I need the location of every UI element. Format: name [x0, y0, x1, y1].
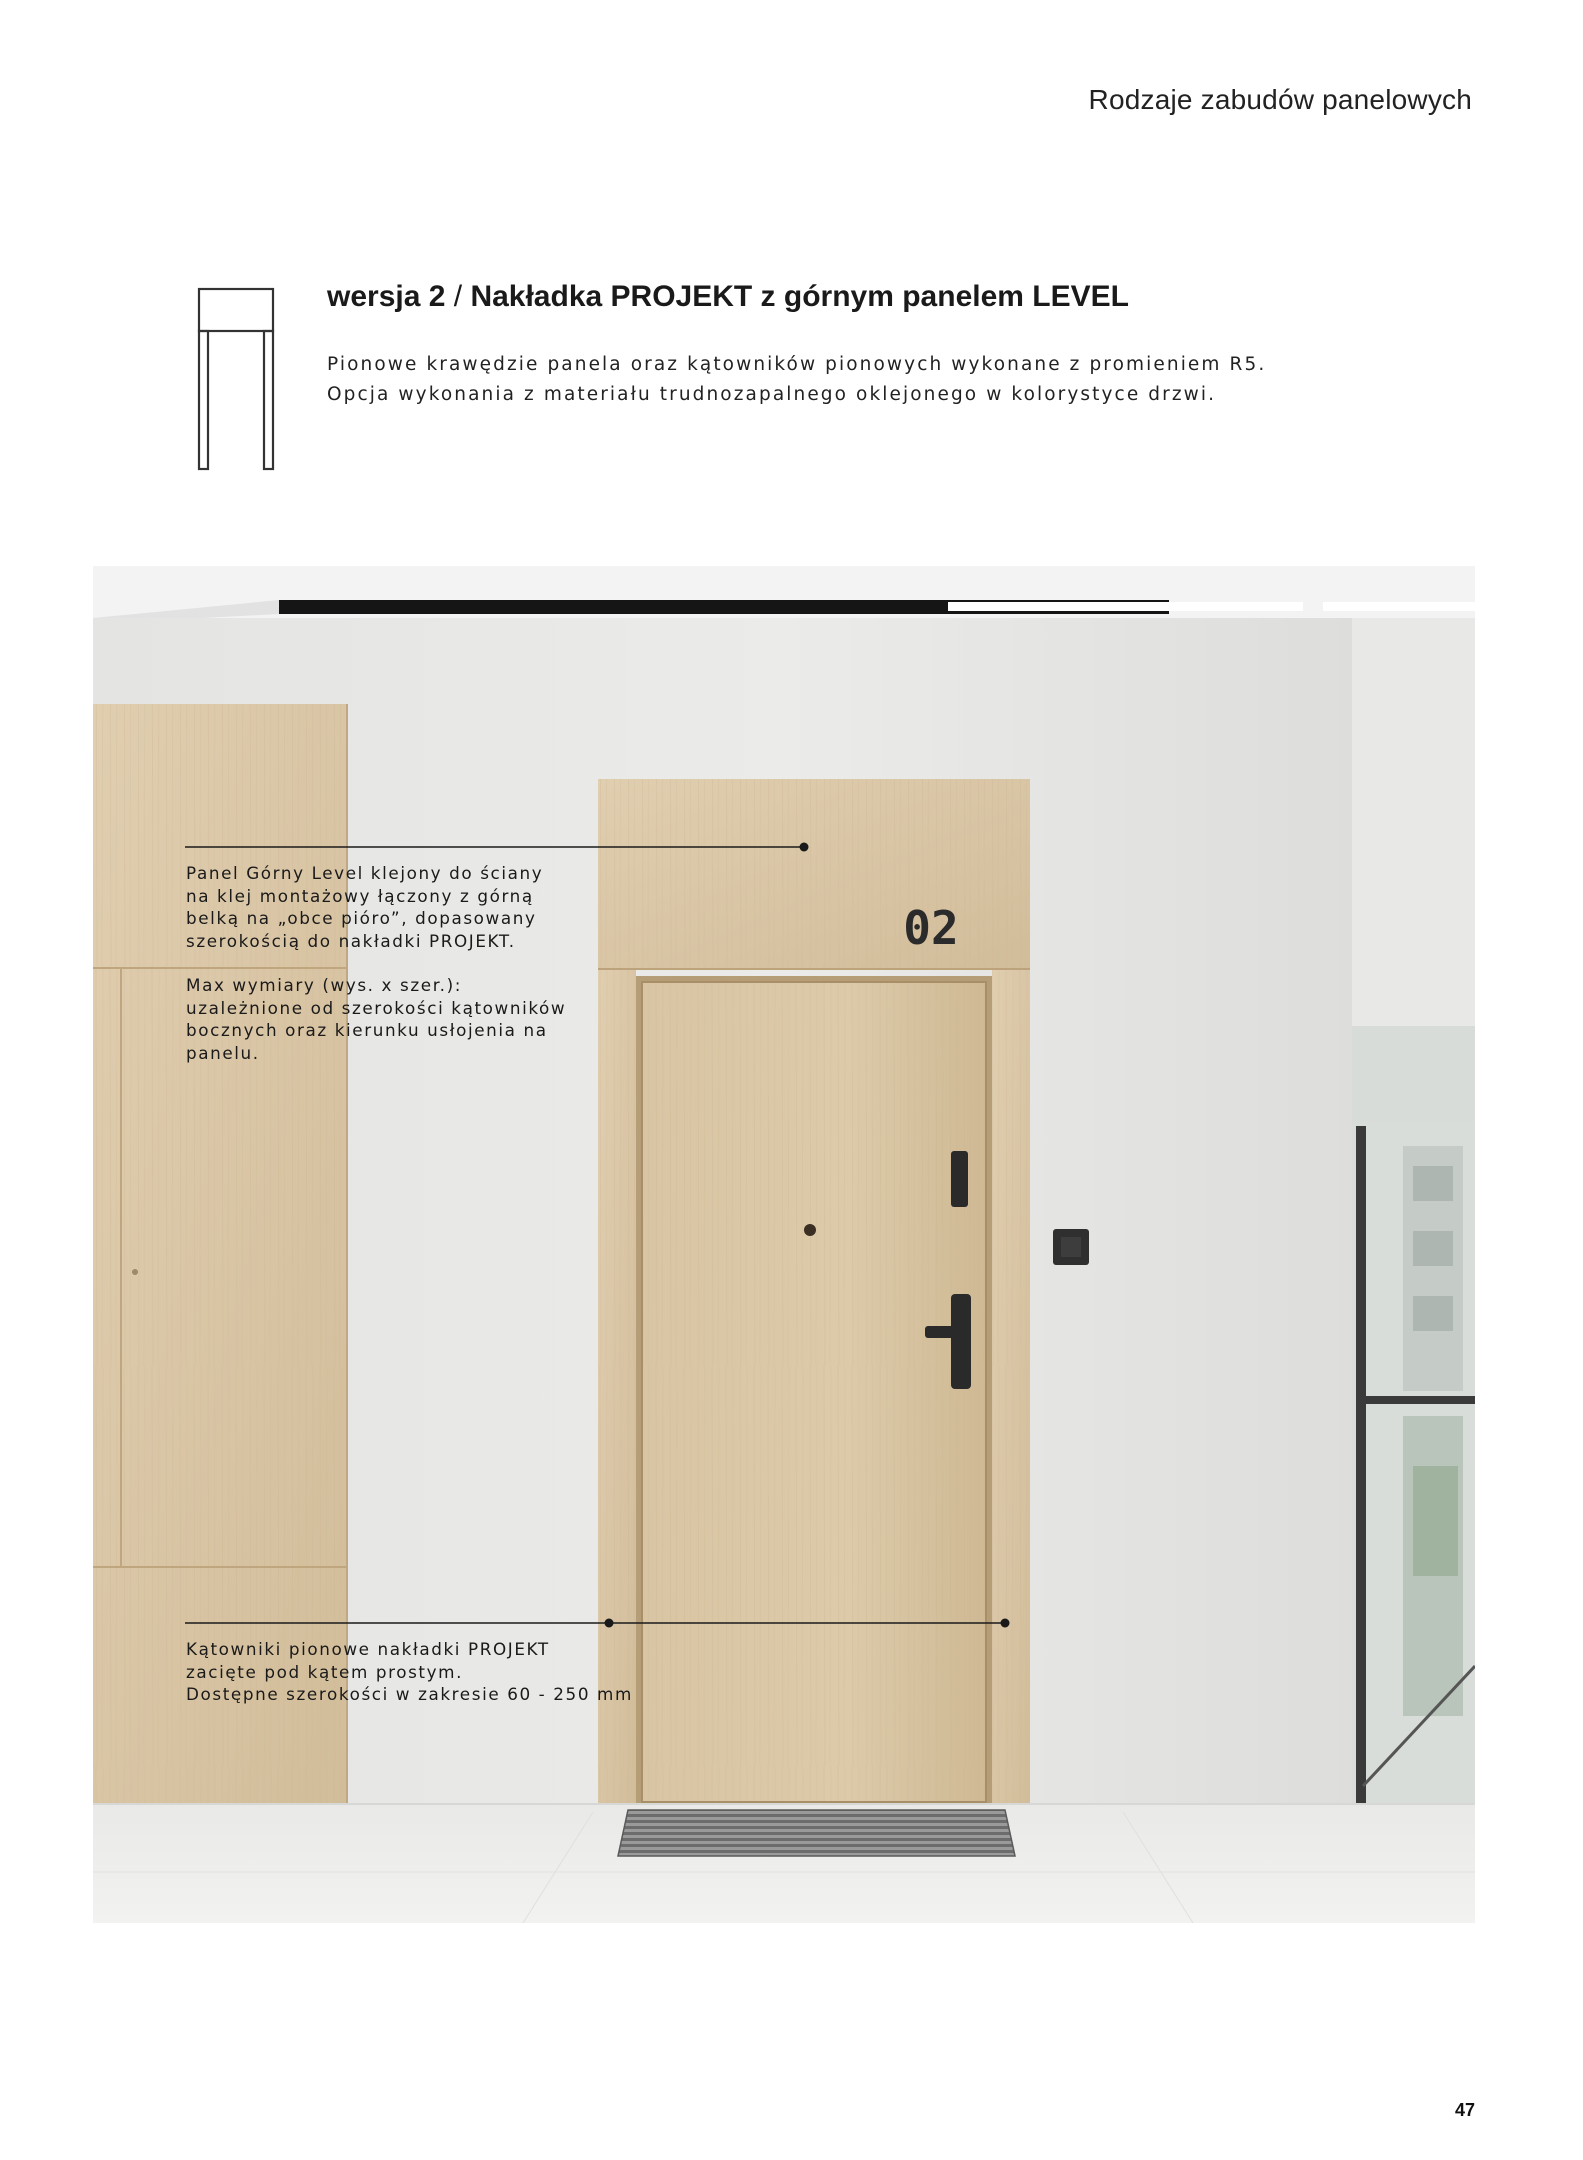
callout-top-panel [186, 862, 566, 1064]
page-number: 47 [1454, 2100, 1475, 2120]
variant-title [327, 280, 1129, 314]
callout-line: belką na „obce pióro”, dopasowany [186, 908, 537, 928]
variant-title-bold: wersja 2 [327, 280, 446, 313]
section-title: Rodzaje zabudów panelowych [1088, 84, 1472, 115]
callout-line: bocznych oraz kierunku usłojenia na [186, 1020, 548, 1040]
callout-line: Max wymiary (wys. x szer.): [186, 975, 462, 995]
callout-line: Panel Górny Level klejony do ściany [186, 863, 544, 883]
callout-side-angles [186, 1638, 633, 1706]
door-photo [93, 566, 1475, 1923]
callout-line: panelu. [186, 1042, 260, 1063]
callout-line: na klej montażowy łączony z górną [186, 885, 534, 906]
panel-frame-icon [196, 286, 276, 474]
variant-description [327, 350, 1327, 410]
variant-title-rest: Nakładka PROJEKT z górnym panelem LEVEL [470, 280, 1129, 313]
callout-line: zacięte pod kątem prostym. [186, 1661, 464, 1682]
door-number: 02 [903, 901, 959, 955]
callout-line: szerokością do nakładki PROJEKT. [186, 930, 516, 951]
callout-line: uzależnione od szerokości kątowników [186, 997, 567, 1018]
description-line: Pionowe krawędzie panela oraz kątowników pionowych wykonane z promieniem R5. [327, 354, 1267, 375]
door-scene-illustration [93, 566, 1475, 1923]
callout-line: Dostępne szerokości w zakresie 60 - 250 mm [186, 1684, 633, 1704]
variant-title-separator: / [445, 280, 471, 313]
callout-line: Kątowniki pionowe nakładki PROJEKT [186, 1639, 550, 1659]
description-line: Opcja wykonania z materiału trudnozapalnego oklejonego w kolorystyce drzwi. [327, 384, 1217, 405]
